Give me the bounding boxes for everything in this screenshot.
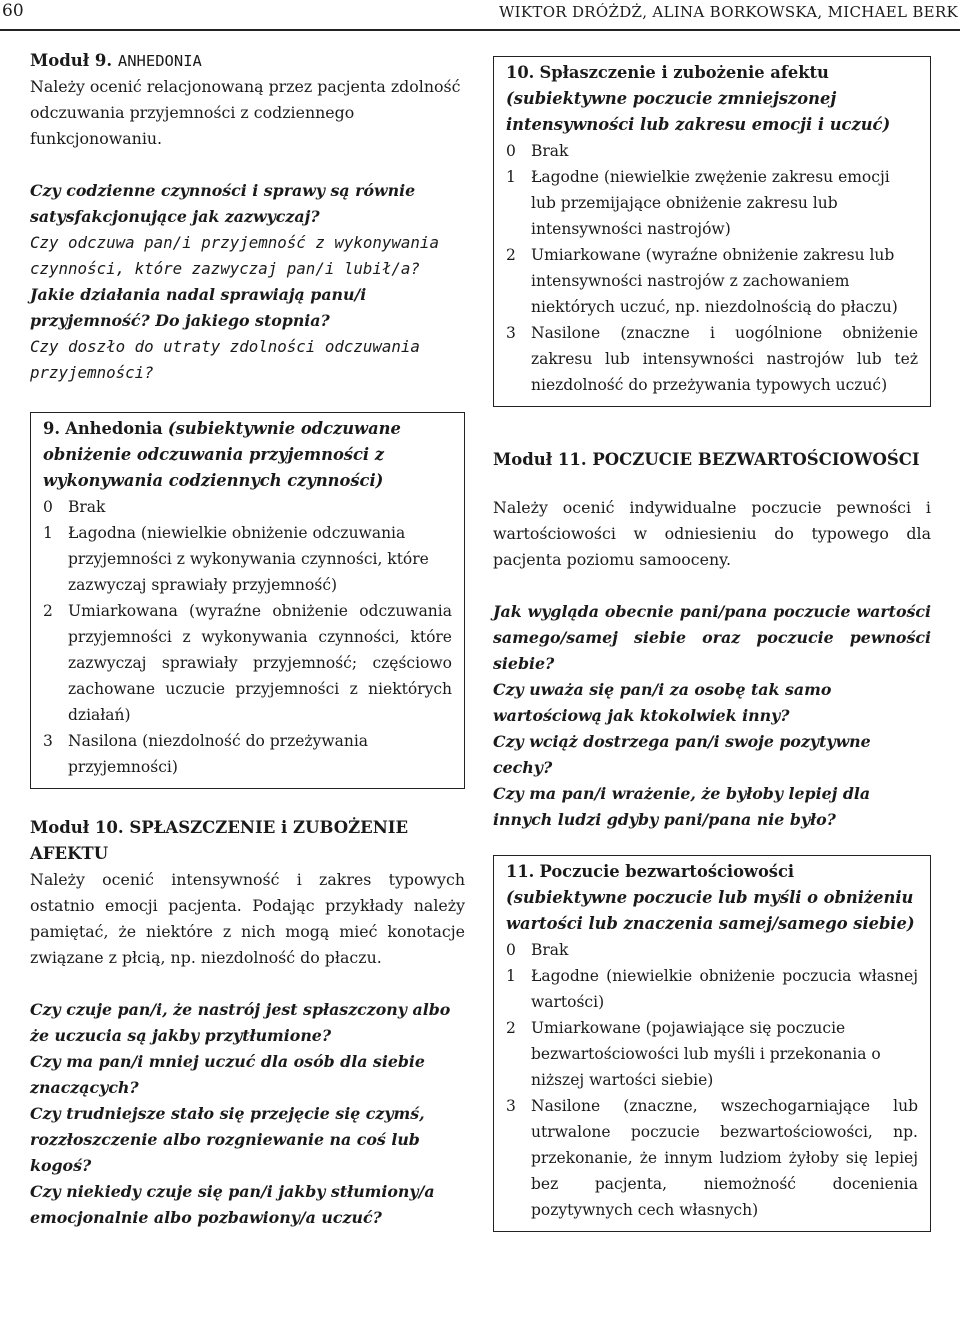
module9-question-3: Jakie działania nadal sprawiają panu/i przyjemność? Do jakiego stopnia? <box>30 285 367 330</box>
module11-intro: Należy ocenić indywidualne poczucie pewności i wartościowości w odniesieniu do typowego dla pacjenta poziomu samooceny. <box>493 498 931 569</box>
box11-item-0: 0 Brak <box>506 941 569 959</box>
box9-title: 9. Anhedonia (subiektywnie odczuwane obniżenie odczuwania przyjemności z wykonywania codziennych czynności) <box>43 419 401 490</box>
box10-item-0: 0 Brak <box>506 142 569 160</box>
left-column <box>30 48 465 1231</box>
module11-prefix: Moduł 11. <box>493 450 587 469</box>
module11-question-1: Jak wygląda obecnie pani/pana poczucie wartości samego/samej siebie oraz poczucie pewności siebie? <box>493 602 931 673</box>
box9-item-2: 2 Umiarkowana (wyraźne obniżenie odczuwania przyjemności z wykonywania czynności, które zazwyczaj sprawiały przyjemność; częściowo zachowane uczucie przyjemności z niektórych działań) <box>43 602 452 724</box>
box10-item-2: 2 Umiarkowane (wyraźne obniżenie zakresu lub intensywności nastrojów z zachowaniem niektórych uczuć, np. niezdolnością do płaczu) <box>506 246 898 316</box>
box11-item-3: 3 Nasilone (znaczne, wszechogarniające lub utrwalone poczucie bezwartościowości, np. przekonanie, że innym ludziom żyłoby się lepiej bez pacjenta, niemożność docenienia pozytywnych cech własnych) <box>506 1097 918 1219</box>
module9-prefix: Moduł 9. <box>30 51 113 70</box>
module10-question-3: Czy trudniejsze stało się przejęcie się czymś, rozzłoszczenie albo rozgniewanie na coś lub kogoś? <box>30 1104 425 1175</box>
module9-question-1: Czy codzienne czynności i sprawy są równie satysfakcjonujące jak zazwyczaj? <box>30 181 416 226</box>
module9-heading <box>30 48 465 74</box>
box11-item-2: 2 Umiarkowane (pojawiające się poczucie bezwartościowości lub myśli i przekonania o niższej wartości siebie) <box>506 1019 881 1089</box>
box11-item-1: 1 Łagodne (niewielkie obniżenie poczucia własnej wartości) <box>506 967 918 1011</box>
module11-question-4: Czy ma pan/i wrażenie, że byłoby lepiej dla innych ludzi gdyby pani/pana nie było? <box>493 784 871 829</box>
running-head-authors: WIKTOR DRÓŻDŻ, ALINA BORKOWSKA, MICHAEL BERK <box>498 3 958 21</box>
module10-title: SPŁASZCZENIE i ZUBOŻENIE AFEKTU <box>30 818 409 863</box>
module9-question-2: Czy odczuwa pan/i przyjemność z wykonywania czynności, które zazwyczaj pan/i lubił/a? <box>30 233 439 278</box>
box11-title: 11. Poczucie bezwartościowości (subiektywne poczucie lub myśli o obniżeniu wartości lub znaczenia samej/samego siebie) <box>506 862 915 933</box>
module11-question-3: Czy wciąż dostrzega pan/i swoje pozytywne cechy? <box>493 732 871 777</box>
right-column <box>493 48 931 1232</box>
header-rule <box>0 29 960 31</box>
rating-box-flattening <box>493 56 931 407</box>
module9-intro: Należy ocenić relacjonowaną przez pacjenta zdolność odczuwania przyjemności z codziennego funkcjonowaniu. <box>30 77 461 148</box>
box10-title: 10. Spłaszczenie i zubożenie afektu (subiektywne poczucie zmniejszonej intensywności lub zakresu emocji i uczuć) <box>506 63 891 134</box>
module10-intro: Należy ocenić intensywność i zakres typowych ostatnio emocji pacjenta. Podając przykłady należy pamiętać, że niektóre z nich mogą mieć konotacje związane z płcią, np. niezdolność do płaczu. <box>30 870 465 967</box>
page-number: 60 <box>2 1 24 21</box>
rating-box-anhedonia <box>30 412 465 789</box>
box9-item-1: 1 Łagodna (niewielkie obniżenie odczuwania przyjemności z wykonywania czynności, które zazwyczaj sprawiały przyjemność) <box>43 524 429 594</box>
module9-question-4: Czy doszło do utraty zdolności odczuwania przyjemności? <box>30 337 420 382</box>
box9-item-3: 3 Nasilona (niezdolność do przeżywania przyjemności) <box>43 732 369 776</box>
rating-box-worthlessness <box>493 855 931 1232</box>
module10-heading <box>30 815 465 867</box>
box10-item-1: 1 Łagodne (niewielkie zwężenie zakresu emocji lub przemijające obniżenie zakresu lub intensywności nastrojów) <box>506 168 890 238</box>
module9-title: ANHEDONIA <box>117 52 202 70</box>
box9-item-0: 0 Brak <box>43 498 106 516</box>
box10-item-3: 3 Nasilone (znaczne i uogólnione obniżenie zakresu lub intensywności nastrojów lub też niezdolność do przeżywania typowych uczuć) <box>506 324 918 394</box>
module11-question-2: Czy uważa się pan/i za osobę tak samo wartościową jak ktokolwiek inny? <box>493 680 832 725</box>
module10-question-2: Czy ma pan/i mniej uczuć dla osób dla siebie znaczących? <box>30 1052 425 1097</box>
module11-heading <box>493 447 931 473</box>
module11-title: POCZUCIE BEZWARTOŚCIOWOŚCI <box>592 450 920 469</box>
page-header <box>0 0 960 30</box>
module10-question-1: Czy czuje pan/i, że nastrój jest spłaszczony albo że uczucia są jakby przytłumione? <box>30 1000 451 1045</box>
module10-prefix: Moduł 10. <box>30 818 124 837</box>
module10-question-4: Czy niekiedy czuje się pan/i jakby stłumiony/a emocjonalnie albo pozbawiony/a uczuć? <box>30 1182 435 1227</box>
